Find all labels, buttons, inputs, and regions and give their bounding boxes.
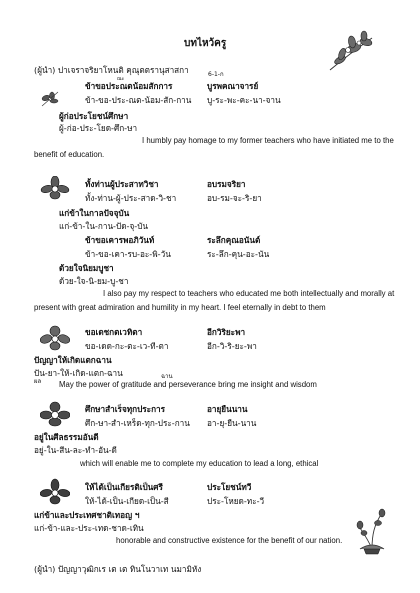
pronunciation-line: ปัน-ยา-ให้-เกิด-แตก-ฉาน	[34, 368, 123, 378]
verse-line: ข้าขอประณตน้อมสักการ	[85, 81, 173, 91]
pronunciation-line: ผู้-ก่อ-ประ-โยด-ศึก-ษา	[59, 123, 138, 133]
verse-line: อายุยืนนาน	[207, 404, 248, 414]
english-translation: honorable and constructive existence for the benefit of our nation.	[116, 536, 343, 545]
note: ฉาน	[161, 373, 173, 380]
verse-line: ทั้งท่านผู้ประสาทวิชา	[85, 179, 159, 189]
closing-line: (ผู้นำ) ปัญญาวุฒิกเร เต เต ทินโนวาเท นมามิหัง	[34, 564, 202, 574]
english-translation: I humbly pay homage to my former teachers who have initiated me to the	[142, 136, 394, 145]
pronunciation-line: บู-ระ-พะ-คะ-นา-จาน	[207, 95, 281, 105]
verse-line: ข้าขอเคารพอภิวันท์	[85, 235, 155, 245]
english-translation: present with great admiration and humility in my heart. I feel eternally in debt to them	[34, 303, 326, 312]
verse-line: ปัญญาให้เกิดแตกฉาน	[34, 355, 112, 365]
pronunciation-line: ทั้ง-ท่าน-ผู้-ประ-สาด-วิ-ชา	[85, 193, 177, 203]
orchid-bloom-icon	[40, 176, 70, 204]
english-translation: benefit of education.	[34, 150, 105, 159]
english-translation: May the power of gratitude and perseverance bring me insight and wisdom	[59, 380, 317, 389]
english-translation: I also pay my respect to teachers who educated me both intellectually and morally at	[103, 289, 395, 298]
verse-line: แก่ข้าและประเทศชาติเทอญ ฯ	[34, 510, 140, 520]
pronunciation-line: ประ-โหยด-ทะ-วี	[207, 496, 265, 506]
verse-line: อบรมจริยา	[207, 179, 246, 189]
pronunciation-line: ด้วย-ใจ-นิ-ยม-บู-ชา	[59, 276, 129, 286]
verse-line: ด้วยใจนิยมบูชา	[59, 263, 114, 273]
pronunciation-line: แก่-ข้า-และ-ประ-เทด-ชาด-เทิน	[34, 523, 144, 533]
pronunciation-line: ข้า-ขอ-ประ-ณต-น้อม-สัก-กาน	[85, 95, 192, 105]
pronunciation-line: ข้า-ขอ-เคา-รบ-อะ-พิ-วัน	[85, 249, 171, 259]
verse-line: บูรพคณาจารย์	[207, 81, 259, 91]
pronunciation-line: ให้-ได้-เป็น-เกียด-เป็น-สี	[85, 496, 169, 506]
verse-line: ประโยชน์ทวี	[207, 482, 252, 492]
orchid-bloom-icon	[40, 401, 70, 429]
pronunciation-line: ระ-ลึก-คุน-อะ-นัน	[207, 249, 270, 259]
orchid-bloom-icon	[40, 478, 70, 506]
pronunciation-line: อยู่-ใน-สีน-ละ-ทำ-อัน-ดี	[34, 445, 117, 455]
verse-line: ขอเดชกตเวทิตา	[85, 327, 143, 337]
pronunciation-line: อบ-รม-จะ-ริ-ยา	[207, 193, 262, 203]
page-title: บทไหว้ครู	[184, 38, 227, 49]
orchid-potted-icon	[352, 505, 392, 555]
english-translation: which will enable me to complete my education to lead a long, ethical	[80, 459, 319, 468]
orchid-bloom-icon	[40, 325, 70, 353]
note: ผล	[34, 378, 42, 385]
orchid-spray-icon	[40, 90, 60, 108]
verse-line: แก่ข้าในกาลปัจจุบัน	[59, 208, 130, 218]
verse-line: ระลึกคุณอนันต์	[207, 235, 261, 245]
pronunciation-line: ศึก-ษา-สำ-เหร็ด-ทุก-ประ-กาน	[85, 418, 190, 428]
verse-line: ศึกษาสำเร็จทุกประการ	[85, 404, 166, 414]
verse-line: ให้ได้เป็นเกียรติเป็นศรี	[85, 482, 163, 492]
intro-line: (ผู้นำ) ปาเจราจริยาโหนติ คุณุตตรานุสาสกา	[34, 65, 189, 75]
verse-line: อีกวิริยะพา	[207, 327, 246, 337]
note: 6-1-ก	[208, 71, 224, 78]
pronunciation-line: อีก-วิ-ริ-ยะ-พา	[207, 341, 257, 351]
pronunciation-line: ขอ-เดด-กะ-ตะ-เว-ที-ตา	[85, 341, 169, 351]
verse-line: อยู่ในศีลธรรมอันดี	[34, 432, 99, 442]
pronunciation-line: แก่-ข้า-ใน-กาน-ปัด-จุ-บัน	[59, 221, 149, 231]
orchid-spray-icon	[328, 30, 378, 74]
verse-line: ผู้ก่อประโยชน์ศึกษา	[59, 111, 129, 121]
note: ณะ	[117, 76, 125, 82]
pronunciation-line: อา-ยุ-ยืน-นาน	[207, 418, 257, 428]
